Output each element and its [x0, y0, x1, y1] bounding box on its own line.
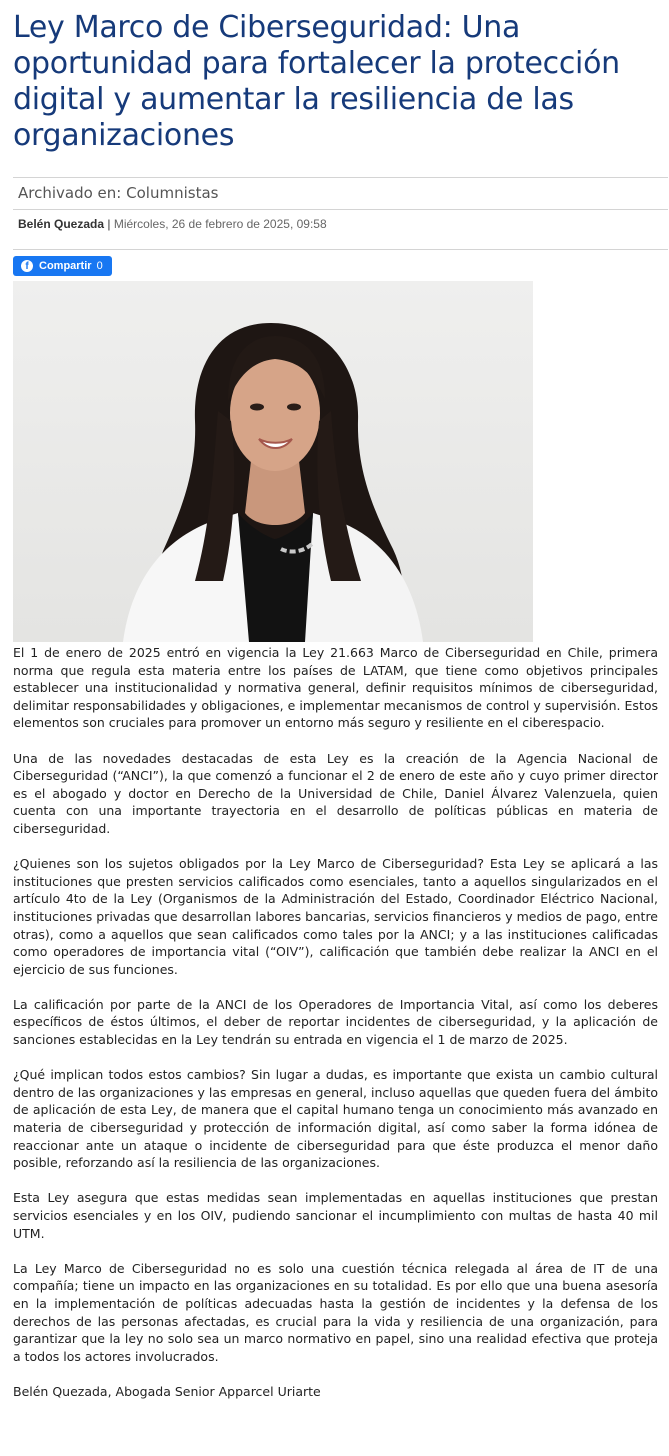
article-title: Ley Marco de Ciberseguridad: Una oportunidad para fortalecer la protección digital y aumentar la resiliencia de las organizaciones [13, 10, 620, 153]
paragraph-4: La calificación por parte de la ANCI de los Operadores de Importancia Vital, así como los deberes específicos de éstos últimos, el deber de reportar incidentes de ciberseguridad, y la aplicación de sanciones establecidas en la Ley tendrán su entrada en vigencia el 1 de marzo de 2025. [13, 996, 658, 1048]
archived-label: Archivado en: [18, 184, 122, 202]
paragraph-7: La Ley Marco de Ciberseguridad no es solo una cuestión técnica relegada al área de IT de una compañía; tiene un impacto en las organizaciones en su totalidad. Es por ello que una buena asesoría en la implementación de políticas adecuadas hasta la gestión de incidentes y la defensa de los derechos de las personas afectadas, es crucial para la vida y resiliencia de una organización, para garantizar que la ley no solo sea un marco normativo en papel, sino una realidad efectiva que proteja a todos los actores involucrados. [13, 1260, 658, 1364]
share-label: Compartir [39, 260, 92, 272]
facebook-share-button[interactable] [13, 256, 112, 276]
paragraph-1: El 1 de enero de 2025 entró en vigencia la Ley 21.663 Marco de Ciberseguridad en Chile, primera norma que regula esta materia entre los países de LATAM, que tiene como objetivos principales establecer una institucionalidad y normativa general, definir requisitos mínimos de ciberseguridad, delimitar responsabilidades y obligaciones, e implementar mecanismos de control y supervisión. Estos elementos son cruciales para promover un entorno más seguro y resiliente en el ciberespacio. [13, 645, 658, 731]
portrait-illustration [13, 281, 533, 642]
divider-top [13, 177, 668, 178]
share-count: 0 [96, 260, 103, 272]
author-photo [13, 281, 533, 642]
byline [18, 217, 327, 231]
byline-separator: | [107, 217, 111, 231]
author-name[interactable]: Belén Quezada [18, 217, 105, 231]
paragraph-2: Una de las novedades destacadas de esta Ley es la creación de la Agencia Nacional de Ciberseguridad (“ANCI”), la que comenzó a funcionar el 2 de enero de este año y cuyo primer director es el abogado y doctor en Derecho de la Universidad de Chile, Daniel Álvarez Valenzuela, quien cuenta con una importante trayectoria en el desarrollo de políticas públicas en materia de ciberseguridad. [13, 750, 658, 836]
paragraph-6: Esta Ley asegura que estas medidas sean implementadas en aquellas instituciones que prestan servicios esenciales y en los OIV, pudiendo sancionar el incumplimiento con multas de hasta 40 mil UTM. [13, 1190, 658, 1241]
divider-middle [13, 209, 668, 210]
category-link[interactable]: Columnistas [126, 184, 219, 202]
paragraph-3: ¿Quienes son los sujetos obligados por la Ley Marco de Ciberseguridad? Esta Ley se aplicará a las instituciones que presten servicios calificados como esenciales, tanto a aquellos singularizados en el artículo 4to de la Ley (Organismos de la Administración del Estado, Coordinador Eléctrico Nacional, instituciones privadas que desarrollan labores bancarias, servicios financieros y medios de pago, entre otras), como a aquellos que sean calificados como tales por la ANCI; y a las instituciones calificadas como operadores de importancia vital (“OIV”), calificación que también debe realizar la ANCI en el ejercicio de sus funciones. [13, 856, 658, 977]
article-signature: Belén Quezada, Abogada Senior Apparcel Uriarte [13, 1383, 321, 1399]
paragraph-5: ¿Qué implican todos estos cambios? Sin lugar a dudas, es importante que exista un cambio cultural dentro de las organizaciones y las empresas en general, incluso aquellas que queden fuera del ámbito de aplicación de esta Ley, de manera que el capital humano tenga un conocimiento más avanzado en materia de ciberseguridad y protección de información digital, así como saber la forma idónea de reaccionar ante un ataque o incidente de ciberseguridad para que éste produzca el menor daño posible, reforzando así la resiliencia de las organizaciones. [13, 1067, 658, 1171]
publish-date: Miércoles, 26 de febrero de 2025, 09:58 [113, 217, 327, 231]
article-body [13, 644, 658, 1401]
facebook-icon: f [21, 260, 33, 272]
divider-bottom [13, 249, 668, 250]
archived-line [18, 184, 218, 202]
